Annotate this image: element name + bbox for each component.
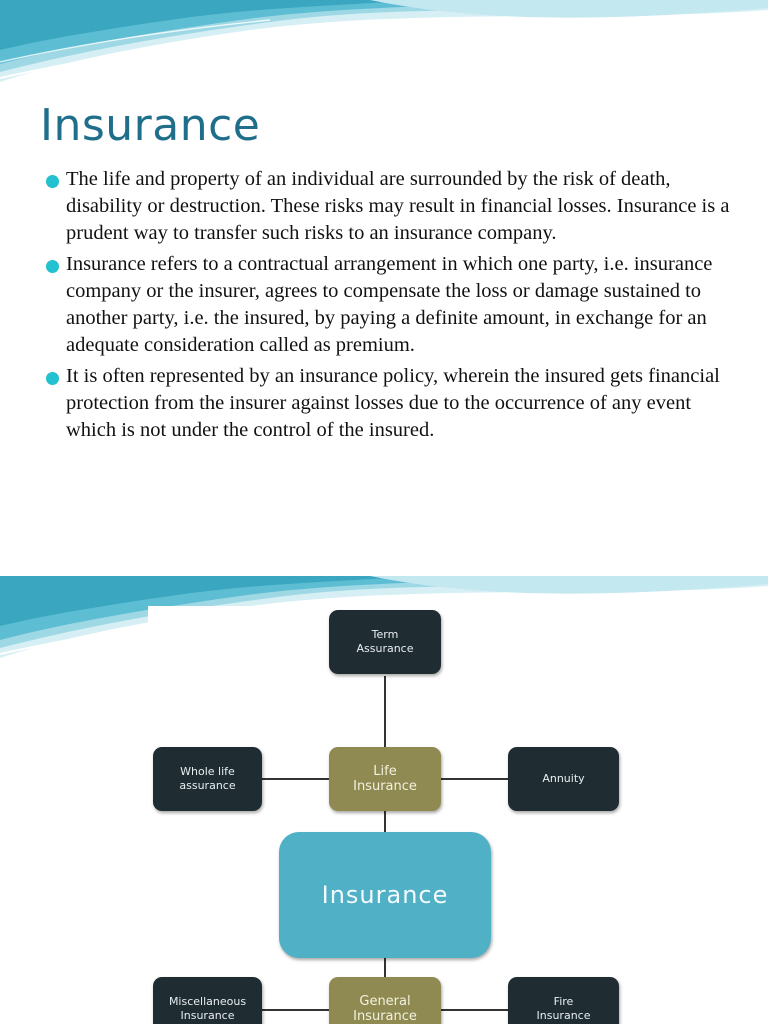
bullet-item [46, 166, 736, 247]
node-annuity: Annuity [508, 747, 619, 811]
insurance-types-diagram [148, 606, 626, 1024]
bullet-text: The life and property of an individual are surrounded by the risk of death, disability or destruction. These risks may result in financial losses. Insurance is a prudent way to transfer such risks to an insurance company. [66, 168, 730, 244]
header-wave-decoration [0, 0, 768, 90]
bullet-text: It is often represented by an insurance policy, wherein the insured gets financial protection from the insurer against losses due to the occurrence of any event which is not under the control of the insured. [66, 365, 720, 441]
bullet-text: Insurance refers to a contractual arrangement in which one party, i.e. insurance company or the insurer, agrees to compensate the loss or damage sustained to another party, i.e. the insured, by paying a definite amount, in exchange for an adequate consideration called as premium. [66, 253, 713, 356]
node-term-assurance: Term Assurance [329, 610, 441, 674]
node-miscellaneous-insurance: Miscellaneous Insurance [153, 977, 262, 1024]
node-general-insurance: General Insurance [329, 977, 441, 1024]
slide-insurance-diagram [0, 576, 768, 1024]
node-whole-life-assurance: Whole life assurance [153, 747, 262, 811]
bullet-dot-icon [46, 175, 59, 188]
node-insurance-center: Insurance [279, 832, 491, 958]
bullet-list [46, 166, 736, 448]
slide-title: Insurance [40, 100, 261, 151]
bullet-dot-icon [46, 260, 59, 273]
node-life-insurance: Life Insurance [329, 747, 441, 811]
bullet-item [46, 251, 736, 359]
bullet-dot-icon [46, 372, 59, 385]
node-fire-insurance: Fire Insurance [508, 977, 619, 1024]
bullet-item [46, 363, 736, 444]
